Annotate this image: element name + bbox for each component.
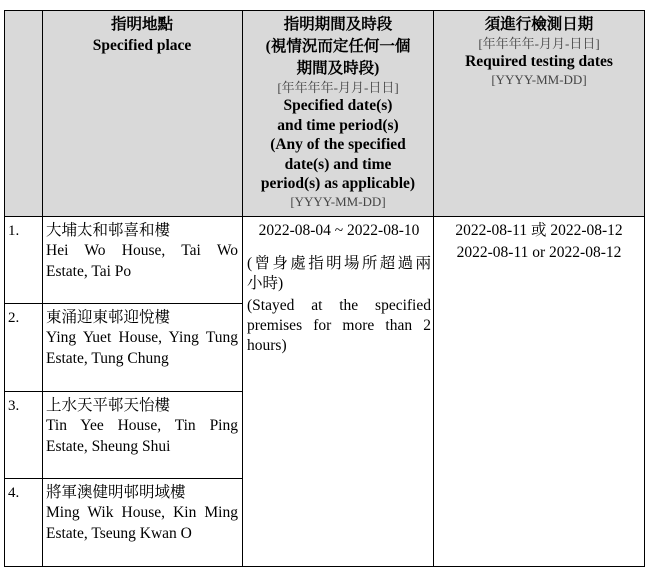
row-number: 2. xyxy=(8,310,20,326)
header-period-format-en: [YYYY-MM-DD] xyxy=(290,193,386,209)
header-testing xyxy=(434,14,644,88)
row-divider xyxy=(4,303,243,304)
place-en-line-2: Estate, Tai Po xyxy=(46,262,132,280)
table-border-left xyxy=(4,10,5,567)
place-en-line-2: Estate, Tseung Kwan O xyxy=(46,524,192,542)
testing-cell xyxy=(436,220,642,263)
place-en-line-2: Estate, Tung Chung xyxy=(46,349,169,367)
table-border-right xyxy=(644,10,645,567)
table-row-place xyxy=(46,482,238,544)
period-note-zh-2: 小時) xyxy=(247,274,284,292)
header-period-zh-2: (視情況而定任何一個 xyxy=(265,38,411,55)
table-row-place xyxy=(46,220,238,282)
period-note-en-1: (Stayed at the specified xyxy=(247,296,431,314)
header-divider xyxy=(4,216,645,217)
place-en-line-1: Tin Yee House, Tin Ping xyxy=(46,417,238,434)
row-number: 4. xyxy=(8,485,20,501)
header-place-en: Specified place xyxy=(92,37,192,54)
header-place xyxy=(42,14,242,56)
place-zh: 東涌迎東邨迎悅樓 xyxy=(46,309,171,326)
header-period-zh-3: 期間及時段) xyxy=(296,60,380,77)
header-period-en-2: and time period(s) xyxy=(277,116,399,134)
column-divider xyxy=(42,10,43,567)
header-period-en-1: Specified date(s) xyxy=(283,97,393,114)
place-zh: 將軍澳健明邨明域樓 xyxy=(46,484,186,501)
header-testing-format-en: [YYYY-MM-DD] xyxy=(491,71,587,87)
place-en-line-2: Estate, Sheung Shui xyxy=(46,437,171,455)
table-border-top xyxy=(4,10,645,11)
place-zh: 上水天平邨天怡樓 xyxy=(46,397,171,414)
row-divider xyxy=(4,391,243,392)
place-en-line-1: Ming Wik House, Kin Ming xyxy=(46,504,238,521)
header-testing-zh: 須進行檢測日期 xyxy=(484,16,594,33)
header-period-en-4: date(s) and time xyxy=(284,155,392,173)
period-note-zh-1: (曾身處指明場所超過兩 xyxy=(247,254,431,272)
header-period-format-zh: [年年年年-月月-日日] xyxy=(277,80,399,95)
column-divider xyxy=(433,10,434,567)
column-divider xyxy=(242,10,243,567)
table-border-bottom xyxy=(4,566,645,567)
testing-dates-zh: 2022-08-11 或 2022-08-12 xyxy=(455,222,623,239)
period-cell xyxy=(247,220,431,356)
place-zh: 大埔太和邨喜和樓 xyxy=(46,222,171,239)
testing-dates-en: 2022-08-11 or 2022-08-12 xyxy=(456,243,622,261)
header-testing-en: Required testing dates xyxy=(465,53,613,70)
table-row-place xyxy=(46,307,238,369)
place-en-line-1: Ying Yuet House, Ying Tung xyxy=(46,329,238,346)
header-period-en-3: (Any of the specified xyxy=(270,136,406,153)
period-note-en-3: hours) xyxy=(247,336,287,354)
place-en-line-1: Hei Wo House, Tai Wo xyxy=(46,242,238,259)
period-note-en-2: premises for more than 2 xyxy=(247,316,431,334)
header-place-zh: 指明地點 xyxy=(110,16,173,33)
period-dates: 2022-08-04 ~ 2022-08-10 xyxy=(258,222,420,239)
header-period-zh-1: 指明期間及時段 xyxy=(283,16,393,33)
row-number: 3. xyxy=(8,398,20,414)
row-divider xyxy=(4,478,243,479)
row-number: 1. xyxy=(8,223,20,239)
header-period xyxy=(243,14,433,210)
header-testing-format-zh: [年年年年-月月-日日] xyxy=(478,36,600,51)
table-row-place xyxy=(46,395,238,457)
header-period-en-5: period(s) as applicable) xyxy=(260,175,416,192)
